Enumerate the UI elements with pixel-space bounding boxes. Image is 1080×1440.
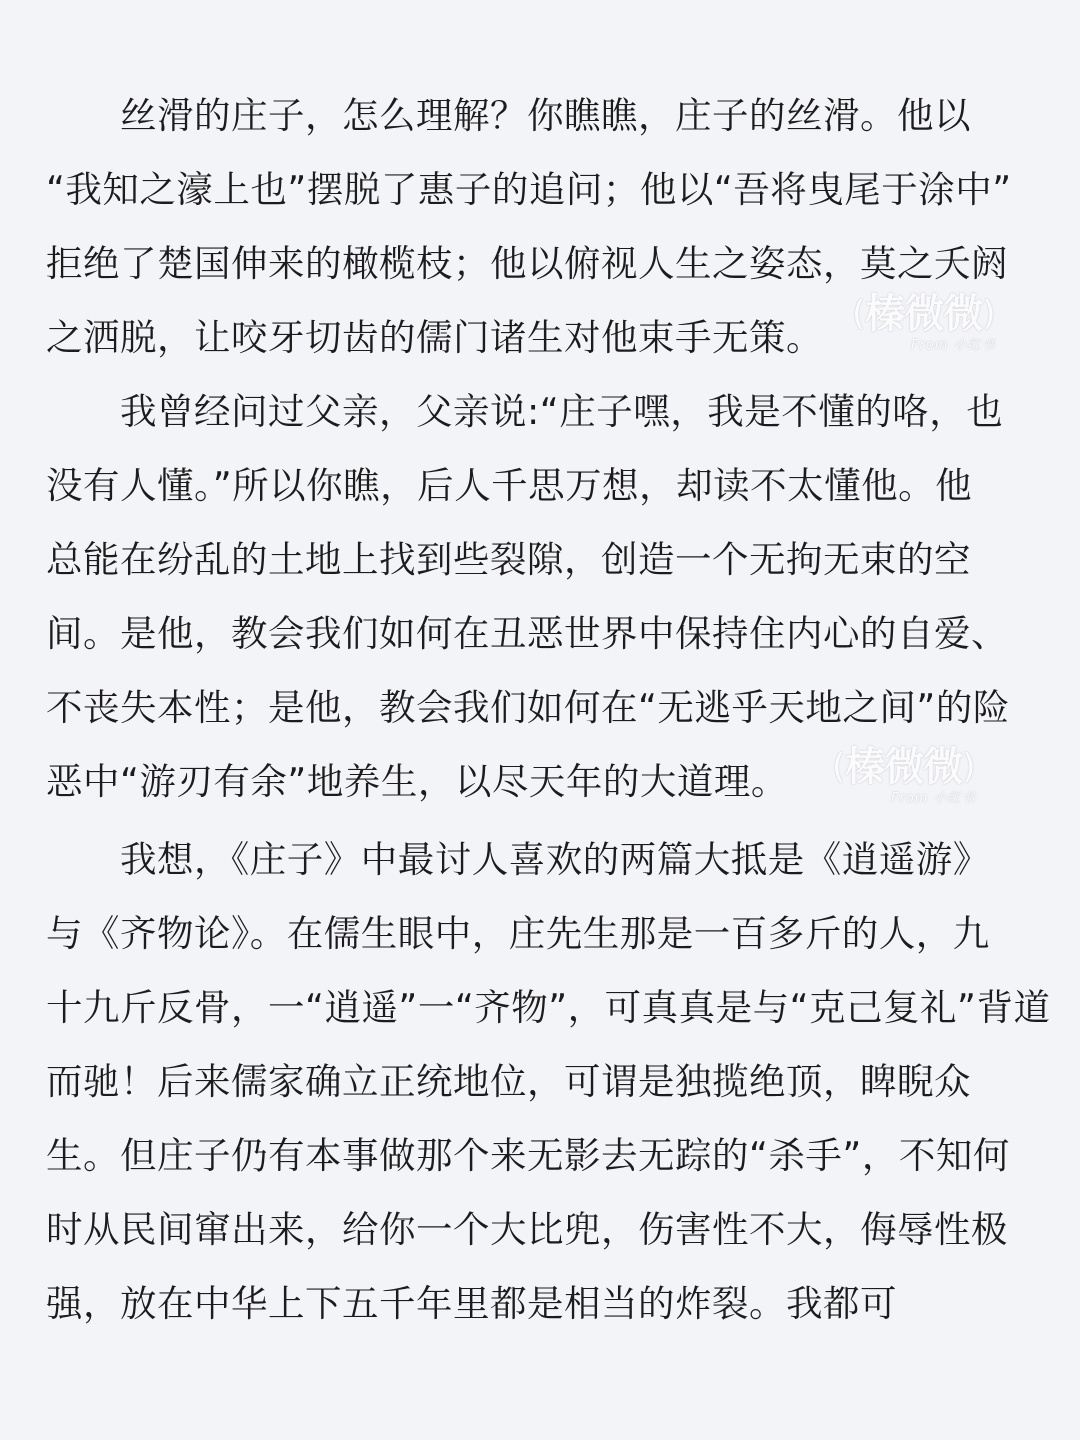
text-line: 生。但庄子仍有本事做那个来无影去无踪的“杀手”，不知何 <box>46 1134 1010 1177</box>
text-line: 不丧失本性；是他，教会我们如何在“无逃乎天地之间”的险 <box>46 686 1010 729</box>
watermark-source: From 小红书 <box>890 791 976 806</box>
watermark-name: 榛微微 <box>845 744 963 790</box>
text-line: “我知之濠上也”摆脱了惠子的追问；他以“吾将曳尾于涂中” <box>46 168 1012 211</box>
text-line: 拒绝了楚国伸来的橄榄枝；他以俯视人生之姿态，莫之夭阏 <box>46 242 1008 285</box>
watermark-source: From 小红书 <box>910 338 996 353</box>
text-line: 强，放在中华上下五千年里都是相当的炸裂。我都可 <box>46 1282 897 1325</box>
text-line: 总能在纷乱的土地上找到些裂隙，创造一个无拘无束的空 <box>46 538 971 581</box>
text-line: 而驰！后来儒家确立正统地位，可谓是独揽绝顶，睥睨众 <box>46 1060 971 1103</box>
watermark-paren-open: ( <box>852 294 866 334</box>
text-line: 没有人懂。”所以你瞧，后人千思万想，却读不太懂他。他 <box>46 464 973 507</box>
watermark-paren-close: ) <box>982 294 996 334</box>
watermark-name: 榛微微 <box>865 291 983 337</box>
text-line: 丝滑的庄子，怎么理解？你瞧瞧，庄子的丝滑。他以 <box>46 94 971 137</box>
watermark-paren-close: ) <box>962 747 976 787</box>
text-line: 之洒脱，让咬牙切齿的儒门诸生对他束手无策。 <box>46 316 823 359</box>
text-line: 恶中“游刃有余”地养生，以尽天年的大道理。 <box>46 760 788 803</box>
watermark <box>832 743 976 807</box>
text-line: 十九斤反骨，一“逍遥”一“齐物”，可真真是与“克己复礼”背道 <box>46 986 1051 1029</box>
text-line: 我想，《庄子》中最讨人喜欢的两篇大抵是《逍遥游》 <box>46 838 990 881</box>
text-line: 我曾经问过父亲，父亲说:“庄子嘿，我是不懂的咯，也 <box>46 390 1004 433</box>
text-line: 与《齐物论》。在儒生眼中，庄先生那是一百多斤的人，九 <box>46 912 990 955</box>
text-line: 间。是他，教会我们如何在丑恶世界中保持住内心的自爱、 <box>46 612 1008 655</box>
text-line: 时从民间窜出来，给你一个大比兜，伤害性不大，侮辱性极 <box>46 1208 1008 1251</box>
watermark-paren-open: ( <box>832 747 846 787</box>
